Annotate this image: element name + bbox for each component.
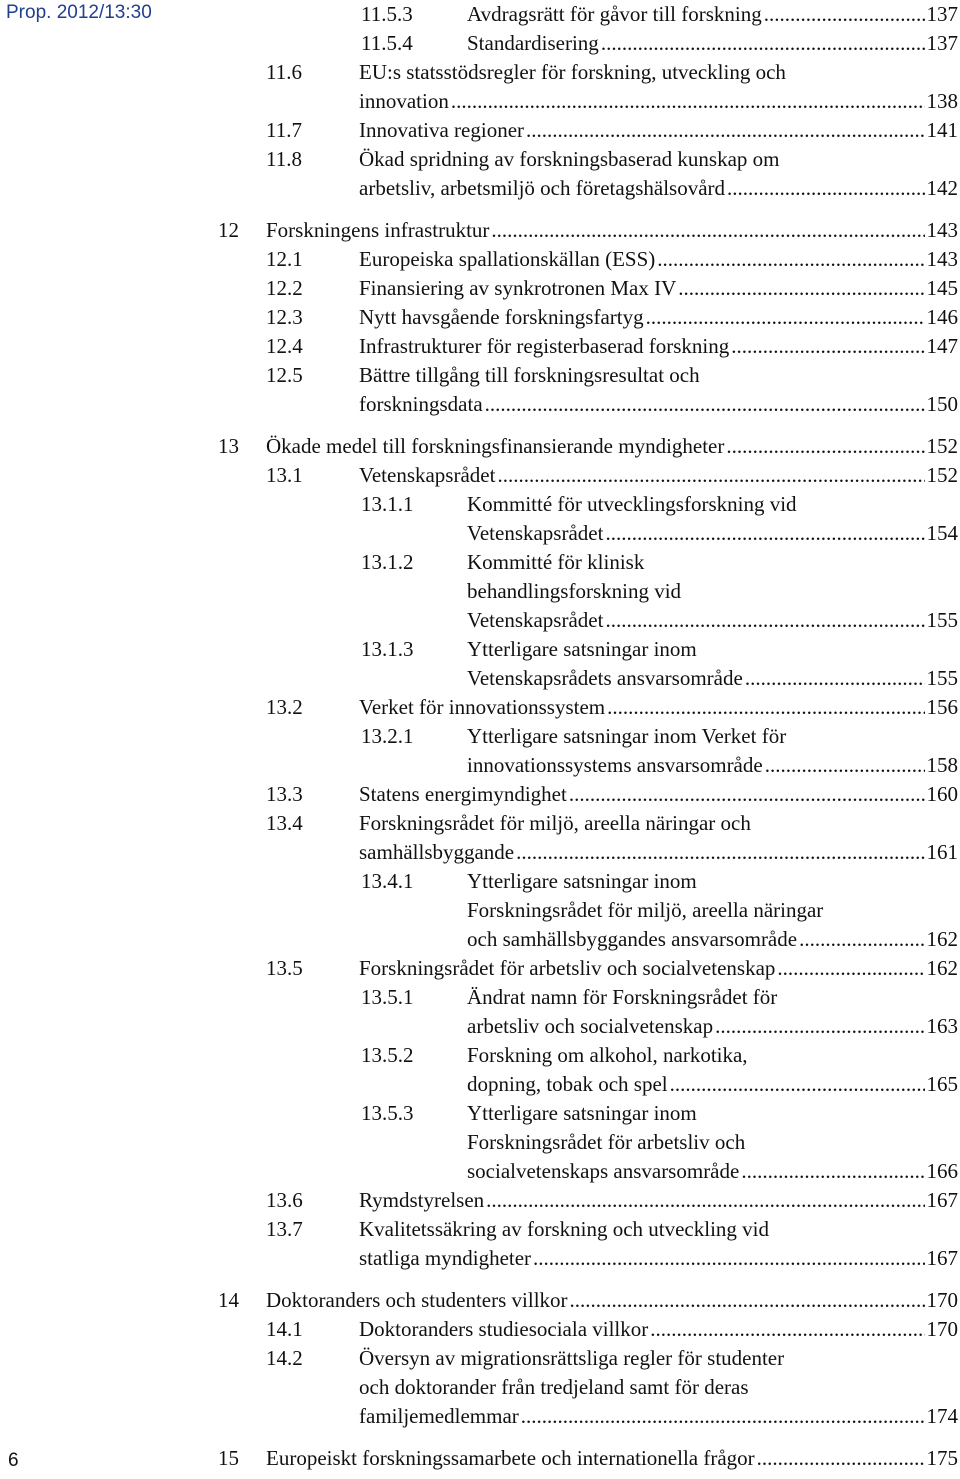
toc-entry-number: 13.5 [266, 956, 303, 980]
toc-entry-title [467, 0, 958, 29]
toc-entry-page: 166 [926, 1159, 958, 1183]
toc-entry-page: 152 [926, 434, 958, 458]
toc-entry-title [359, 954, 958, 983]
toc-entry-title-line: Innovativa regioner [359, 118, 525, 142]
toc-entry-title [467, 635, 958, 693]
toc-entry-title-line: Statens energimyndighet [359, 782, 567, 806]
toc-entry-title-line: Ytterligare satsningar inom [467, 869, 697, 893]
toc-entry-number: 13.5.1 [361, 985, 414, 1009]
toc-entry-title [467, 29, 958, 58]
toc-entry-title [359, 361, 958, 419]
toc-entry[interactable] [266, 274, 958, 303]
dot-leader [764, 0, 925, 29]
toc-entry-title-line: Europeiska spallationskällan (ESS) [359, 247, 656, 271]
toc-entry[interactable] [361, 29, 958, 58]
toc-entry-number: 13.5.2 [361, 1043, 414, 1067]
toc-entry-number: 11.8 [266, 147, 302, 171]
dot-leader [526, 116, 924, 145]
toc-entry-number: 14.2 [266, 1346, 303, 1370]
toc-entry-title-line: forskningsdata [359, 392, 483, 416]
dot-leader [741, 1157, 924, 1186]
toc-entry-page: 145 [926, 276, 958, 300]
toc-entry-page: 162 [926, 956, 958, 980]
toc-entry-page: 137 [926, 2, 958, 26]
toc-entry[interactable] [266, 145, 958, 203]
toc-entry-title [467, 722, 958, 780]
toc-entry-page: 175 [926, 1446, 958, 1470]
toc-entry-number: 13.6 [266, 1188, 303, 1212]
toc-entry-page: 155 [926, 666, 958, 690]
toc-entry-page: 162 [926, 927, 958, 951]
toc-entry-number: 13.2.1 [361, 724, 414, 748]
toc-entry-number: 12.2 [266, 276, 303, 300]
toc-entry-title [359, 780, 958, 809]
toc-entry-number: 13.7 [266, 1217, 303, 1241]
toc-entry-page: 163 [926, 1014, 958, 1038]
toc-entry-title-line: Ytterligare satsningar inom Verket för [467, 724, 787, 748]
toc-entry-number: 11.5.3 [361, 2, 413, 26]
toc-entry-title-line: Forskningsrådet för miljö, areella näringar [467, 898, 824, 922]
dot-leader [533, 1244, 924, 1273]
toc-entry-title [266, 432, 958, 461]
toc-entry[interactable] [266, 361, 958, 419]
toc-entry-title-line: statliga myndigheter [359, 1246, 532, 1270]
toc-entry-page: 143 [926, 218, 958, 242]
toc-entry-title [266, 216, 958, 245]
toc-entry[interactable] [266, 245, 958, 274]
dot-leader [570, 1286, 925, 1315]
dot-leader [607, 693, 924, 722]
toc-entry-title-line: Ändrat namn för Forskningsrådet för [467, 985, 778, 1009]
toc-entry-page: 150 [926, 392, 958, 416]
toc-entry[interactable] [266, 1344, 958, 1431]
toc-entry-title [359, 1315, 958, 1344]
toc-entry-number: 11.7 [266, 118, 302, 142]
toc-entry-title [359, 274, 958, 303]
toc-entry-title-line: Kommitté för klinisk [467, 550, 645, 574]
dot-leader [731, 332, 924, 361]
toc-entry[interactable] [266, 809, 958, 867]
toc-entry-title-line: Standardisering [467, 31, 599, 55]
toc-entry-number: 15 [218, 1446, 239, 1470]
toc-entry[interactable] [266, 1186, 958, 1215]
toc-entry-page: 141 [926, 118, 958, 142]
toc-entry[interactable] [361, 1041, 958, 1099]
toc-entry-title-line: socialvetenskaps ansvarsområde [467, 1159, 740, 1183]
toc-entry-title-line: innovation [359, 89, 449, 113]
dot-leader [605, 606, 924, 635]
toc-entry-title-line: Vetenskapsrådet [467, 608, 604, 632]
toc-entry-title [467, 1041, 958, 1099]
toc-entry-page: 161 [926, 840, 958, 864]
toc-entry-page: 160 [926, 782, 958, 806]
toc-entry-title-line: innovationssystems ansvarsområde [467, 753, 763, 777]
toc-entry-title [359, 1215, 958, 1273]
toc-entry[interactable] [266, 332, 958, 361]
dot-leader [757, 1444, 925, 1473]
toc-entry-title-line: Infrastrukturer för registerbaserad forskning [359, 334, 730, 358]
dot-leader [777, 954, 924, 983]
toc-entry[interactable] [361, 0, 958, 29]
toc-entry-title-line: Ytterligare satsningar inom [467, 637, 697, 661]
toc-entry-page: 170 [926, 1288, 958, 1312]
toc-entry[interactable] [266, 954, 958, 983]
toc-entry-number: 12.4 [266, 334, 303, 358]
toc-entry[interactable] [266, 116, 958, 145]
dot-leader [569, 780, 925, 809]
toc-entry-title-line: samhällsbyggande [359, 840, 515, 864]
toc-entry-number: 13.2 [266, 695, 303, 719]
toc-entry-title-line: Avdragsrätt för gåvor till forskning [467, 2, 762, 26]
toc-entry-title-line: Ytterligare satsningar inom [467, 1101, 697, 1125]
toc-entry-number: 14 [218, 1288, 239, 1312]
dot-leader [605, 519, 924, 548]
toc-entry-title-line: Forskningsrådet för arbetsliv och socialvetenskap [359, 956, 776, 980]
toc-entry-title [359, 809, 958, 867]
toc-entry-number: 13.3 [266, 782, 303, 806]
toc-entry-title-line: Verket för innovationssystem [359, 695, 606, 719]
toc-entry[interactable] [361, 983, 958, 1041]
toc-entry-title [359, 1186, 958, 1215]
toc-entry-number: 14.1 [266, 1317, 303, 1341]
dot-leader [491, 216, 924, 245]
toc-entry-page: 174 [926, 1404, 958, 1428]
toc-entry[interactable] [361, 1099, 958, 1186]
toc-entry-title-line: Forskningens infrastruktur [266, 218, 490, 242]
toc-entry-title-line: Bättre tillgång till forskningsresultat och [359, 363, 700, 387]
toc-entry-title-line: familjemedlemmar [359, 1404, 519, 1428]
toc-entry-title-line: Kvalitetssäkring av forskning och utveckling vid [359, 1217, 770, 1241]
toc-entry-title [467, 983, 958, 1041]
toc-entry[interactable] [266, 1215, 958, 1273]
toc-entry-number: 13.5.3 [361, 1101, 414, 1125]
toc-entry-number: 12.3 [266, 305, 303, 329]
toc-entry-title-line: Europeiskt forskningssamarbete och internationella frågor [266, 1446, 755, 1470]
toc-entry[interactable] [266, 461, 958, 490]
dot-leader [745, 664, 925, 693]
toc-entry[interactable] [266, 58, 958, 116]
dot-leader [726, 432, 924, 461]
toc-entry[interactable] [266, 693, 958, 722]
toc-entry-title-line: Ökad spridning av forskningsbaserad kunskap om [359, 147, 780, 171]
toc-entry-title [359, 145, 958, 203]
toc-entry-page: 158 [926, 753, 958, 777]
dot-leader [521, 1402, 925, 1431]
toc-entry[interactable] [361, 635, 958, 693]
toc-entry-number: 13.4 [266, 811, 303, 835]
toc-entry[interactable] [218, 432, 958, 461]
toc-entry[interactable] [266, 303, 958, 332]
toc-entry-title-line: Rymdstyrelsen [359, 1188, 485, 1212]
toc-entry-number: 13.1.1 [361, 492, 414, 516]
toc-entry-number: 11.6 [266, 60, 302, 84]
toc-entry-title-line: arbetsliv och socialvetenskap [467, 1014, 714, 1038]
toc-entry-title [359, 461, 958, 490]
toc-entry-title [467, 490, 958, 548]
dot-leader [601, 29, 925, 58]
toc-entry-title-line: och samhällsbyggandes ansvarsområde [467, 927, 798, 951]
toc-entry[interactable] [218, 216, 958, 245]
dot-leader [451, 87, 925, 116]
toc-entry-page: 147 [926, 334, 958, 358]
dot-leader [799, 925, 924, 954]
toc-entry-title [266, 1286, 958, 1315]
toc-entry-page: 142 [926, 176, 958, 200]
toc-entry-title [467, 548, 958, 635]
toc-entry-title [359, 1344, 958, 1431]
dot-leader [715, 1012, 924, 1041]
toc-entry-number: 13 [218, 434, 239, 458]
toc-entry-title-line: Kommitté för utvecklingsforskning vid [467, 492, 797, 516]
toc-entry[interactable] [266, 780, 958, 809]
toc-entry-title-line: Forskningsrådet för arbetsliv och [467, 1130, 746, 1154]
toc-entry-title-line: arbetsliv, arbetsmiljö och företagshälsovård [359, 176, 726, 200]
toc-entry-page: 138 [926, 89, 958, 113]
toc-entry-title-line: dopning, tobak och spel [467, 1072, 668, 1096]
toc-entry-number: 13.1.2 [361, 550, 414, 574]
toc-entry-title-line: EU:s statsstödsregler för forskning, utveckling och [359, 60, 786, 84]
toc-entry[interactable] [361, 548, 958, 635]
toc-entry-title [359, 693, 958, 722]
toc-entry-title-line: Doktoranders studiesociala villkor [359, 1317, 649, 1341]
dot-leader [497, 461, 924, 490]
dot-leader [670, 1070, 925, 1099]
dot-leader [657, 245, 924, 274]
toc-entry-title [359, 58, 958, 116]
toc-entry-number: 13.1 [266, 463, 303, 487]
toc-entry-title [359, 332, 958, 361]
toc-entry[interactable] [361, 722, 958, 780]
dot-leader [485, 390, 925, 419]
toc-entry-page: 165 [926, 1072, 958, 1096]
toc-entry-title-line: Översyn av migrationsrättsliga regler för studenter [359, 1346, 785, 1370]
toc-entry-title [359, 303, 958, 332]
dot-leader [516, 838, 924, 867]
toc-entry-page: 167 [926, 1246, 958, 1270]
toc-entry-title-line: Nytt havsgående forskningsfartyg [359, 305, 644, 329]
toc-entry-title-line: Forskningsrådet för miljö, areella näringar och [359, 811, 751, 835]
toc-entry-title [467, 1099, 958, 1186]
page-number: 6 [8, 1450, 19, 1471]
toc-entry-number: 11.5.4 [361, 31, 413, 55]
toc-entry-title-line: Ökade medel till forskningsfinansierande myndigheter [266, 434, 725, 458]
toc-entry-title-line: Vetenskapsrådets ansvarsområde [467, 666, 743, 690]
toc-entry-number: 12.1 [266, 247, 303, 271]
toc-entry-title-line: Finansiering av synkrotronen Max IV [359, 276, 677, 300]
dot-leader [646, 303, 925, 332]
toc-entry-title [359, 116, 958, 145]
toc-entry[interactable] [361, 490, 958, 548]
toc-entry-number: 13.1.3 [361, 637, 414, 661]
toc-entry-page: 146 [926, 305, 958, 329]
toc-entry-title [266, 1444, 958, 1473]
toc-entry-title [467, 867, 958, 954]
toc-entry-page: 143 [926, 247, 958, 271]
toc-entry-page: 154 [926, 521, 958, 545]
toc-entry[interactable] [218, 1444, 958, 1473]
toc-entry[interactable] [266, 1315, 958, 1344]
document-header: Prop. 2012/13:30 [6, 2, 152, 23]
toc-entry-title-line: Vetenskapsrådet [359, 463, 496, 487]
dot-leader [765, 751, 925, 780]
dot-leader [678, 274, 924, 303]
dot-leader [650, 1315, 924, 1344]
toc-entry-page: 156 [926, 695, 958, 719]
toc-entry-title-line: Forskning om alkohol, narkotika, [467, 1043, 748, 1067]
dot-leader [727, 174, 924, 203]
toc-entry-title [359, 245, 958, 274]
toc-entry-page: 152 [926, 463, 958, 487]
toc-entry-page: 167 [926, 1188, 958, 1212]
toc-entry-title-line: Vetenskapsrådet [467, 521, 604, 545]
toc-entry-title-line: och doktorander från tredjeland samt för deras [359, 1375, 749, 1399]
toc-entry-page: 137 [926, 31, 958, 55]
toc-entry-number: 12 [218, 218, 239, 242]
toc-entry[interactable] [218, 1286, 958, 1315]
toc-entry-page: 170 [926, 1317, 958, 1341]
toc-entry-number: 12.5 [266, 363, 303, 387]
toc-entry[interactable] [361, 867, 958, 954]
toc-entry-title-line: Doktoranders och studenters villkor [266, 1288, 568, 1312]
toc-entry-page: 155 [926, 608, 958, 632]
toc-entry-title-line: behandlingsforskning vid [467, 579, 682, 603]
dot-leader [486, 1186, 924, 1215]
toc-entry-number: 13.4.1 [361, 869, 414, 893]
